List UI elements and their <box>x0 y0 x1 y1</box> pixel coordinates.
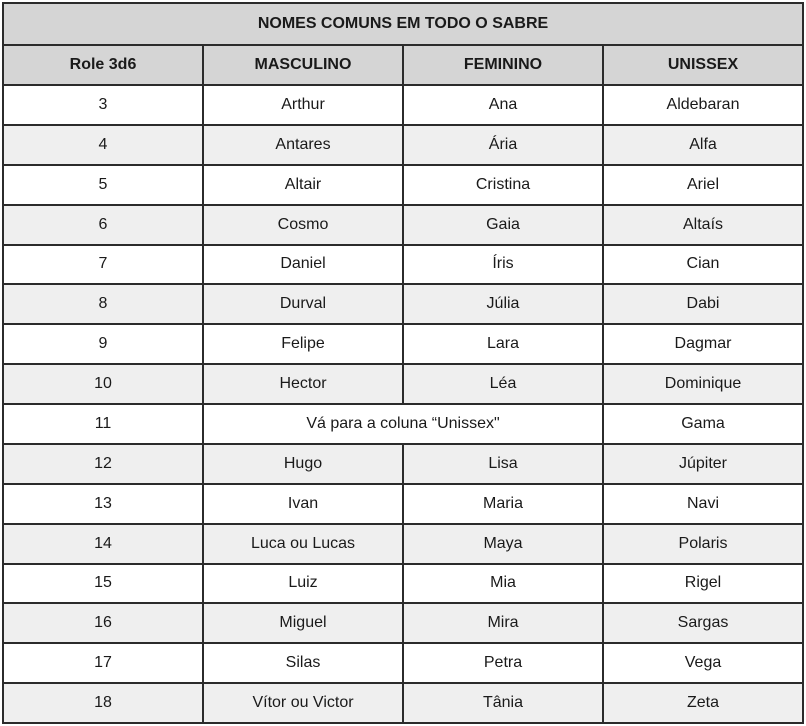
masculino-cell: Hugo <box>203 444 403 484</box>
masculino-cell: Arthur <box>203 85 403 125</box>
roll-cell: 4 <box>3 125 203 165</box>
unissex-cell: Zeta <box>603 683 803 723</box>
feminino-cell: Cristina <box>403 165 603 205</box>
table-row <box>3 125 803 165</box>
roll-cell: 15 <box>3 564 203 604</box>
roll-cell: 3 <box>3 85 203 125</box>
masculino-cell: Antares <box>203 125 403 165</box>
table-row <box>3 564 803 604</box>
unissex-cell: Vega <box>603 643 803 683</box>
table-row <box>3 284 803 324</box>
header-row <box>3 45 803 85</box>
feminino-cell: Maria <box>403 484 603 524</box>
table-row <box>3 205 803 245</box>
unissex-cell: Polaris <box>603 524 803 564</box>
unissex-cell: Dagmar <box>603 324 803 364</box>
roll-cell: 13 <box>3 484 203 524</box>
table-row <box>3 683 803 723</box>
table-title: NOMES COMUNS EM TODO O SABRE <box>3 3 803 45</box>
table-row <box>3 324 803 364</box>
masculino-cell: Luiz <box>203 564 403 604</box>
feminino-cell: Maya <box>403 524 603 564</box>
roll-cell: 17 <box>3 643 203 683</box>
unissex-cell: Aldebaran <box>603 85 803 125</box>
header-masculino: MASCULINO <box>203 45 403 85</box>
merged-note-cell: Vá para a coluna “Unissex" <box>203 404 603 444</box>
header-unissex: UNISSEX <box>603 45 803 85</box>
feminino-cell: Léa <box>403 364 603 404</box>
unissex-cell: Alfa <box>603 125 803 165</box>
masculino-cell: Silas <box>203 643 403 683</box>
masculino-cell: Durval <box>203 284 403 324</box>
feminino-cell: Ana <box>403 85 603 125</box>
table-row <box>3 444 803 484</box>
unissex-cell: Navi <box>603 484 803 524</box>
table-row <box>3 165 803 205</box>
header-feminino: FEMININO <box>403 45 603 85</box>
table-row <box>3 524 803 564</box>
masculino-cell: Felipe <box>203 324 403 364</box>
masculino-cell: Daniel <box>203 245 403 285</box>
masculino-cell: Cosmo <box>203 205 403 245</box>
roll-cell: 6 <box>3 205 203 245</box>
table-row <box>3 603 803 643</box>
table-row <box>3 364 803 404</box>
header-roll: Role 3d6 <box>3 45 203 85</box>
unissex-cell: Gama <box>603 404 803 444</box>
feminino-cell: Lara <box>403 324 603 364</box>
masculino-cell: Vítor ou Victor <box>203 683 403 723</box>
masculino-cell: Miguel <box>203 603 403 643</box>
feminino-cell: Petra <box>403 643 603 683</box>
table-row <box>3 245 803 285</box>
unissex-cell: Dominique <box>603 364 803 404</box>
roll-cell: 16 <box>3 603 203 643</box>
masculino-cell: Ivan <box>203 484 403 524</box>
feminino-cell: Ária <box>403 125 603 165</box>
roll-cell: 18 <box>3 683 203 723</box>
roll-cell: 11 <box>3 404 203 444</box>
unissex-cell: Cian <box>603 245 803 285</box>
feminino-cell: Tânia <box>403 683 603 723</box>
unissex-cell: Rigel <box>603 564 803 604</box>
masculino-cell: Hector <box>203 364 403 404</box>
roll-cell: 5 <box>3 165 203 205</box>
table-body <box>3 85 803 723</box>
roll-cell: 10 <box>3 364 203 404</box>
unissex-cell: Dabi <box>603 284 803 324</box>
table-row <box>3 85 803 125</box>
unissex-cell: Sargas <box>603 603 803 643</box>
feminino-cell: Mira <box>403 603 603 643</box>
masculino-cell: Luca ou Lucas <box>203 524 403 564</box>
feminino-cell: Gaia <box>403 205 603 245</box>
feminino-cell: Lisa <box>403 444 603 484</box>
feminino-cell: Íris <box>403 245 603 285</box>
feminino-cell: Mia <box>403 564 603 604</box>
roll-cell: 14 <box>3 524 203 564</box>
feminino-cell: Júlia <box>403 284 603 324</box>
roll-cell: 8 <box>3 284 203 324</box>
unissex-cell: Ariel <box>603 165 803 205</box>
masculino-cell: Altair <box>203 165 403 205</box>
roll-cell: 9 <box>3 324 203 364</box>
unissex-cell: Júpiter <box>603 444 803 484</box>
roll-cell: 7 <box>3 245 203 285</box>
roll-cell: 12 <box>3 444 203 484</box>
table-row <box>3 643 803 683</box>
names-table <box>2 2 804 724</box>
table-row <box>3 484 803 524</box>
table-row <box>3 404 803 444</box>
unissex-cell: Altaís <box>603 205 803 245</box>
